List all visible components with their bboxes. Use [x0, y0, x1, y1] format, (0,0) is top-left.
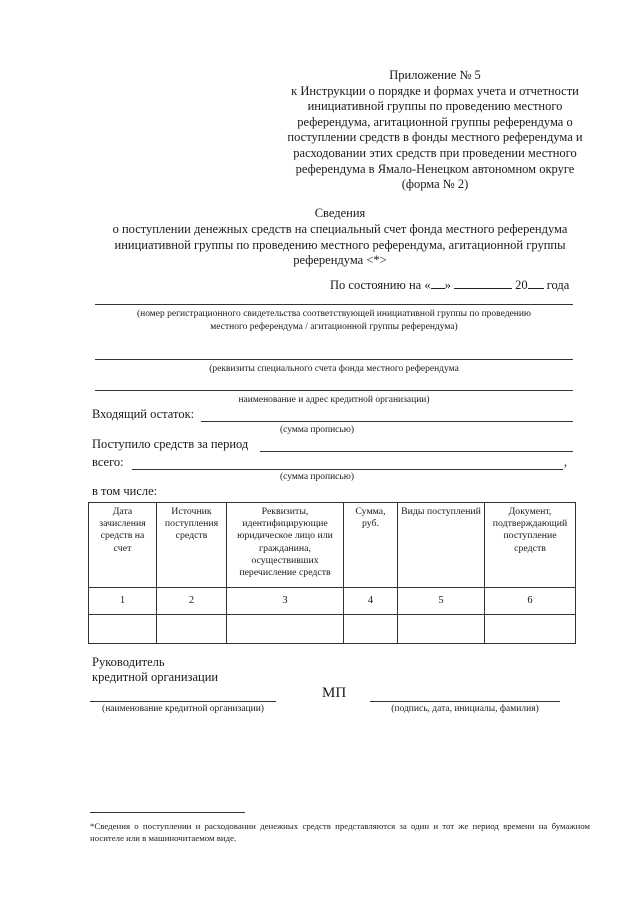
footnote-divider	[90, 812, 245, 813]
col-number: 4	[344, 588, 398, 615]
table-row	[89, 615, 576, 644]
including-label: в том числе:	[92, 484, 158, 498]
title-line: инициативной группы по проведению местного референдума, агитационной группы	[114, 237, 566, 252]
col-header-type: Виды поступлений	[398, 503, 485, 588]
appendix-header	[280, 68, 590, 193]
year-prefix: 20	[515, 278, 528, 292]
appendix-line: инициативной группы по проведению местного	[307, 99, 563, 114]
receipts-table	[88, 502, 576, 644]
account-requisites-line[interactable]	[95, 359, 573, 360]
appendix-line: (форма № 2)	[401, 177, 469, 192]
date-prefix: По состоянию на «	[330, 278, 431, 292]
col-header-source: Источник поступления средств	[157, 503, 227, 588]
col-number: 1	[89, 588, 157, 615]
col-number: 5	[398, 588, 485, 615]
appendix-line: расходовании этих средств при проведении местного	[293, 145, 577, 160]
day-blank[interactable]	[431, 278, 445, 289]
bank-name-line[interactable]	[95, 390, 573, 391]
title-line: о поступлении денежных средств на специальный счет фонда местного референдума	[112, 221, 568, 236]
appendix-line: поступлении средств в фонды местного референдума и	[287, 130, 583, 145]
table-cell[interactable]	[227, 615, 344, 644]
sum-words-caption: (сумма прописью)	[280, 472, 354, 482]
signature-line[interactable]	[370, 701, 560, 702]
document-title	[90, 206, 590, 269]
total-comma: ,	[564, 455, 568, 469]
caption-line: (номер регистрационного свидетельства соответствующей инициативной группы по проведению	[136, 309, 532, 319]
signature-caption: (подпись, дата, инициалы, фамилия)	[391, 704, 539, 714]
opening-balance-label: Входящий остаток:	[92, 407, 195, 421]
year-suffix: года	[546, 278, 570, 292]
month-blank[interactable]	[454, 278, 512, 289]
year-blank[interactable]	[528, 278, 544, 289]
col-header-amount: Сумма, руб.	[344, 503, 398, 588]
appendix-line: референдума, агитационной группы референдума о	[297, 114, 573, 129]
signatory-line: кредитной организации	[92, 670, 219, 684]
table-number-row	[89, 588, 576, 615]
certificate-number-line[interactable]	[95, 304, 573, 305]
table-cell[interactable]	[89, 615, 157, 644]
table-header-row	[89, 503, 576, 588]
title-line: референдума <*>	[293, 253, 387, 268]
stamp-place-label: МП	[322, 685, 347, 701]
col-number: 6	[485, 588, 576, 615]
certificate-caption	[95, 308, 573, 333]
table-cell[interactable]	[398, 615, 485, 644]
received-period-line[interactable]	[260, 451, 573, 452]
total-line[interactable]	[132, 469, 563, 470]
received-period-label: Поступило средств за период	[92, 437, 249, 451]
appendix-line: Приложение № 5	[389, 68, 481, 82]
footnote: *Сведения о поступлении и расходовании денежных средств представляются за один и тот же период времени на бумажном носителе или в машиночитаемом виде.	[90, 821, 590, 843]
account-caption: (реквизиты специального счета фонда местного референдума	[209, 364, 459, 374]
table-cell[interactable]	[485, 615, 576, 644]
bank-caption: наименование и адрес кредитной организации)	[238, 395, 430, 405]
bank-name-signature-line[interactable]	[90, 701, 276, 702]
col-header-document: Документ, подтверждающий поступление средств	[485, 503, 576, 588]
signatory-label	[92, 655, 218, 685]
caption-line: местного референдума / агитационной группы референдума)	[210, 321, 458, 332]
appendix-line: к Инструкции о порядке и формах учета и отчетности	[291, 83, 579, 98]
signatory-line: Руководитель	[92, 655, 165, 669]
date-line	[330, 278, 569, 293]
title-heading: Сведения	[314, 206, 366, 220]
col-number: 2	[157, 588, 227, 615]
date-mid: »	[444, 278, 451, 292]
total-label: всего:	[92, 455, 124, 469]
opening-balance-line[interactable]	[201, 421, 573, 422]
sum-words-caption: (сумма прописью)	[280, 425, 354, 435]
col-header-requisites: Реквизиты, идентифицирующие юридическое лицо или гражданина, осуществивших перечисление средств	[227, 503, 344, 588]
col-number: 3	[227, 588, 344, 615]
appendix-line: референдума в Ямало-Ненецком автономном округе	[295, 161, 575, 176]
table-cell[interactable]	[157, 615, 227, 644]
table-cell[interactable]	[344, 615, 398, 644]
col-header-date: Дата зачисления средств на счет	[89, 503, 157, 588]
bank-name-caption: (наименование кредитной организации)	[102, 704, 264, 714]
